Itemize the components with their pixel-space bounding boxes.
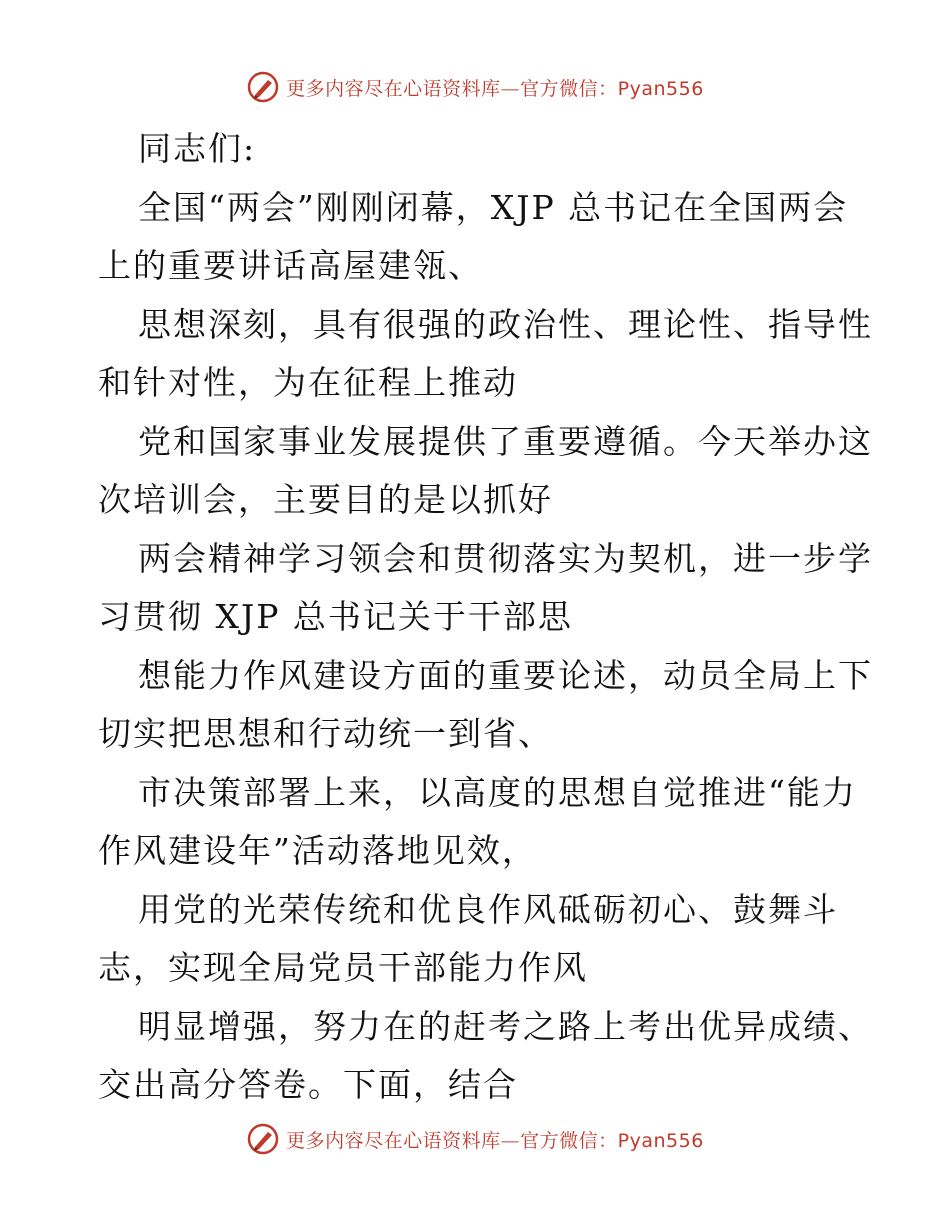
doc-line: 全国“两会”刚刚闭幕，XJP 总书记在全国两会 bbox=[138, 187, 849, 227]
doc-line: 作风建设年”活动落地见效， bbox=[98, 831, 537, 870]
header-banner bbox=[0, 70, 950, 104]
doc-line: 交出高分答卷。下面，结合 bbox=[98, 1065, 518, 1104]
pen-logo-icon bbox=[246, 70, 280, 104]
doc-line: 用党的光荣传统和优良作风砥砺初心、鼓舞斗 bbox=[138, 889, 838, 929]
doc-line: 两会精神学习领会和贯彻落实为契机，进一步学 bbox=[138, 538, 873, 578]
doc-line: 想能力作风建设方面的重要论述，动员全局上下 bbox=[138, 655, 873, 695]
doc-line: 思想深刻，具有很强的政治性、理论性、指导性 bbox=[138, 304, 873, 344]
doc-line: 党和国家事业发展提供了重要遵循。今天举办这 bbox=[138, 421, 873, 461]
doc-line: 同志们: bbox=[138, 129, 257, 168]
doc-line: 习贯彻 XJP 总书记关于干部思 bbox=[98, 597, 573, 636]
doc-line: 明显增强，努力在的赶考之路上考出优异成绩、 bbox=[138, 1006, 873, 1046]
pen-logo-icon bbox=[246, 1122, 280, 1156]
doc-line: 上的重要讲话高屋建瓴、 bbox=[98, 246, 483, 285]
header-banner-text: 更多内容尽在心语资料库—官方微信：Pyan556 bbox=[286, 77, 704, 100]
doc-line: 切实把思想和行动统一到省、 bbox=[98, 714, 553, 753]
document-body bbox=[98, 120, 873, 1115]
doc-line: 市决策部署上来，以高度的思想自觉推进“能力 bbox=[138, 772, 857, 812]
footer-banner bbox=[0, 1122, 950, 1156]
doc-line: 和针对性，为在征程上推动 bbox=[98, 363, 518, 402]
doc-line: 次培训会，主要目的是以抓好 bbox=[98, 480, 553, 519]
doc-line: 志，实现全局党员干部能力作风 bbox=[98, 948, 588, 987]
footer-banner-text: 更多内容尽在心语资料库—官方微信：Pyan556 bbox=[286, 1129, 704, 1152]
